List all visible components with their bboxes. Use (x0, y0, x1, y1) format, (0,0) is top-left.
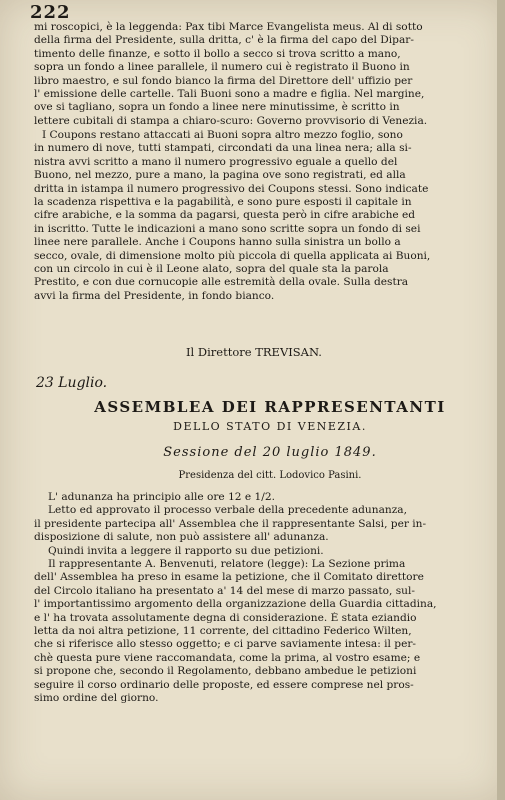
text-line: avvi la firma del Presidente, in fondo bianco. (34, 289, 275, 302)
text-line: Letto ed approvato il processo verbale della precedente adunanza, (48, 504, 407, 517)
page-edge (497, 0, 505, 800)
paragraph-buoni-description (34, 21, 474, 128)
text-line: mi roscopici, è la leggenda: Pax tibi Marce Evangelista meus. Al di sotto (34, 21, 423, 33)
text-line: Buono, nel mezzo, pure a mano, la pagina ove sono registrati, ed alla (34, 169, 406, 182)
text-line: disposizione di salute, non può assistere all' adunanza. (34, 531, 329, 544)
text-line: dell' Assemblea ha preso in esame la petizione, che il Comitato direttore (34, 571, 424, 584)
text-line: Prestito, e con due cornucopie alle estremità della ovale. Sulla destra (34, 276, 409, 289)
text-line: letta da noi altra petizione, 11 corrente, del cittadino Federico Wilten, (34, 625, 412, 638)
text-line: nistra avvi scritto a mano il numero progressivo eguale a quello del (34, 155, 398, 168)
text-line: del Circolo italiano ha presentato a' 14 del mese di marzo passato, sul- (34, 584, 415, 597)
text-line: della firma del Presidente, sulla dritta, c' è la firma del capo del Dipar- (34, 34, 414, 47)
text-line: ove si tagliano, sopra un fondo a linee nere minutissime, è scritto in (34, 101, 400, 114)
text-line: l' emissione delle cartelle. Tali Buoni sono a madre e figlia. Nel margine, (34, 88, 425, 101)
text-line: timento delle finanze, e sotto il bollo a secco si trova scritto a mano, (34, 47, 401, 60)
text-line: l' importantissimo argomento della organizzazione della Guardia cittadina, (34, 598, 437, 611)
text-line: secco, ovale, di dimensione molto più piccola di quella applicata ai Buoni, (34, 249, 431, 262)
text-line: simo ordine del giorno. (34, 692, 159, 705)
paragraph-session-proceedings (34, 491, 474, 706)
text-line: libro maestro, e sul fondo bianco la firma del Direttore dell' uffizio per (34, 74, 413, 87)
page-number: 222 (30, 2, 71, 23)
text-line: Il rappresentante A. Benvenuti, relatore (legge): La Sezione prima (48, 558, 406, 571)
assembly-subheading: DELLO STATO DI VENEZIA. (173, 420, 367, 433)
text-line: il presidente partecipa all' Assemblea che il rappresentante Salsi, per in- (34, 517, 427, 530)
text-line: L' adunanza ha principio alle ore 12 e 1/2. (48, 491, 275, 503)
text-line: la scadenza rispettiva e la pagabilità, e sono pure esposti il capitale in (34, 196, 412, 209)
presidency-line: Presidenza del citt. Lodovico Pasini. (178, 470, 362, 481)
text-line: sopra un fondo a linee parallele, il numero cui è registrato il Buono in (34, 61, 410, 74)
text-line: cifre arabiche, e la somma da pagarsi, questa però in cifre arabiche ed (34, 209, 416, 222)
text-line: seguire il corso ordinario delle proposte, ed essere comprese nel pros- (34, 678, 414, 691)
text-line: linee nere parallele. Anche i Coupons hanno sulla sinistra un bollo a (34, 236, 401, 249)
text-line: lettere cubitali di stampa a chiaro-scuro: Governo provvisorio di Venezia. (34, 114, 428, 127)
text-line: chè questa pure viene raccomandata, come la prima, al vostro esame; e (34, 651, 421, 664)
text-line: I Coupons restano attaccati ai Buoni sopra altro mezzo foglio, sono (42, 129, 403, 141)
text-line: Quindi invita a leggere il rapporto su due petizioni. (48, 544, 324, 557)
text-line: in numero di nove, tutti stampati, circondati da una linea nera; alla si- (34, 142, 412, 155)
text-line: in iscritto. Tutte le indicazioni a mano sono scritte sopra un fondo di sei (34, 222, 421, 235)
session-title: Sessione del 20 luglio 1849. (163, 445, 377, 460)
text-line: con un circolo in cui è il Leone alato, sopra del quale sta la parola (34, 263, 389, 276)
director-signature: Il Direttore TREVISAN. (186, 345, 322, 359)
text-line: e l' ha trovata assolutamente degna di considerazione. È stata eziandio (34, 611, 417, 624)
text-line: si propone che, secondo il Regolamento, debbano ambedue le petizioni (34, 665, 417, 678)
paragraph-coupons (34, 129, 474, 303)
assembly-heading: ASSEMBLEA DEI RAPPRESENTANTI (94, 398, 446, 416)
text-line: dritta in istampa il numero progressivo dei Coupons stessi. Sono indicate (34, 182, 429, 195)
date-heading: 23 Luglio. (36, 375, 108, 391)
text-line: che si riferisce allo stesso oggetto; e ci parve saviamente intesa: il per- (34, 638, 416, 651)
